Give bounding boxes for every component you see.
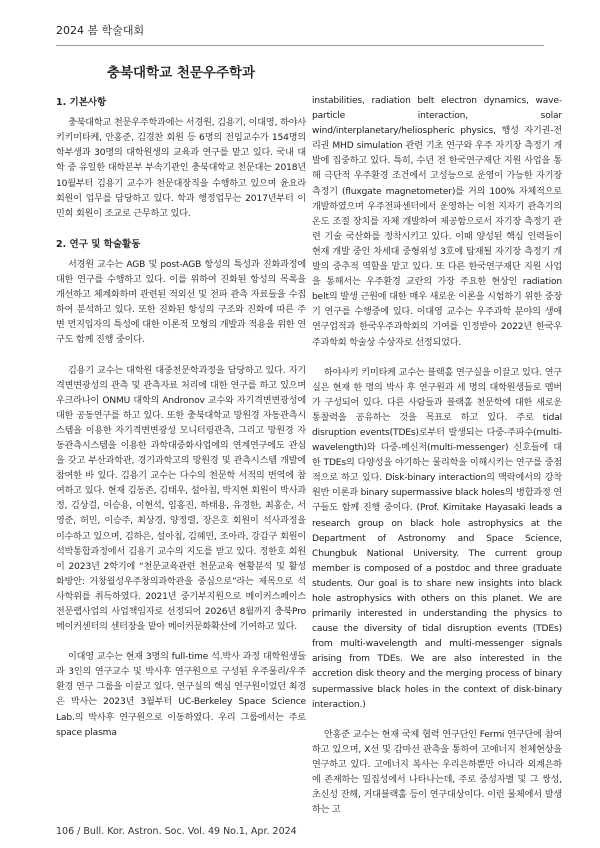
left-column — [56, 66, 306, 756]
header-rule — [56, 45, 544, 46]
col2-paragraph-hayasaki: 하야사키 키미타케 교수는 블랙홀 연구실을 이끌고 있다. 연구실은 현재 한 명의 박사 후 연구원과 세 명의 대학원생들로 멤버가 구성되어 있다. 다른 사람들과 블랙홀 천문학에 대한 새로운 통찰력을 공유하는 것을 목표로 하고 있다. 주로 tidal disruption events(TDEs)로부터 발생되는 다중-주파수(multi-wavelength)와 다중-메신저(multi-messenger) 신호들에 대한 TDEs의 다양성을 야기하는 물리학을 이해시키는 연구를 중점적으로 하고 있다. Disk-binary interaction의 맥락에서의 강착원반 이론과 binary supermassive black holes의 병합과정 연구들도 함께 진행 중이다. (Prof. Kimitake Hayasaki leads a research group on black hole astrophysics at the Department of Astronomy and Space Science, Chungbuk National University. The current group member is composed of a postdoc and three graduate students. Our goal is to share new insights into black hole astrophysics with others on this planet. We are primarily interested in understanding the physics to cause the diversity of tidal disruption events (TDEs) from multi-wavelength and multi-messenger signals arising from TDEs. We are also interested in the accretion disk theory and the merging process of binary supermassive black holes in the context of disk-binary interaction.) — [312, 367, 562, 710]
running-head: 2024 봄 학술대회 — [56, 24, 145, 37]
section2-paragraph-1: 서경원 교수는 AGB 및 post-AGB 항성의 특성과 진화과정에 대한 연구를 수행하고 있다. 이를 위하여 진화된 항성의 목록을 개선하고 체계화하며 관련된 적외선 및 전파 관측 자료들을 수집하여 분석하고 있다. 또한 진화된 항성의 구조와 진화에 따른 주변 먼지입자의 특성에 대한 이론적 모형의 개발과 적용을 위한 연구도 함께 진행 중이다. — [56, 259, 306, 346]
section-heading-basics: 1. 기본사항 — [56, 97, 107, 109]
article-title: 충북대학교 천문우주학과 — [106, 65, 256, 81]
section2-paragraph-3: 이대영 교수는 현재 3명의 full-time 석.박사 과정 대학원생들과 3인의 연구교수 및 박사후 연구원으로 구성된 우주물리/우주환경 연구 그룹을 이끌고 있다. 연구실의 핵심 연구원이었던 최경은 박사는 2023년 3월부터 UC-Berkeley Space Science Lab.의 박사후 연구원으로 이동하였다. 우리 그룹에서는 주로 space plasma — [56, 652, 306, 738]
section2-paragraph-2: 김용기 교수는 대학원 대중천문학과정을 담당하고 있다. 자기격변변광성의 관측 및 관측자료 처리에 대한 연구를 하고 있으며 우크라나이 ONMU 대학의 Andronov 교수와 자기격변변광성에 대한 공동연구를 하고 있다. 또한 충북대학교 망원경 자동관측시스템을 이용한 자기격변변광성 모니터링관측, 그리고 망원경 자동관측시스템을 이용한 과학대중화사업에의 연계연구에도 관심을 갖고 부산과학관, 경기과학고의 망원경 및 관측시스템 개발에 참여한 바 있다. 김용기 교수는 다수의 천문학 서적의 번역에 참여하고 있다. 현재 김동존, 김태우, 설아침, 박지현 회원이 박사과정, 김상걸, 이승용, 이현석, 임홍진, 하태용, 유경한, 최홍순, 서영준, 허민, 이승주, 최상경, 양정렬, 장은호 회원이 석사과정을 이수하고 있으며, 김하은, 설아침, 김혜민, 조아라, 강갑구 회원이 석박통합과정에서 김용기 교수의 지도를 받고 있다. 정한호 회원이 2023년 2학기에 “천문교육관련 천문교육 현황분석 및 활성화방안: 거창월성우주창의과학관을 중심으로”라는 제목으로 석사학위를 취득하였다. 2021년 중기부지원으로 메이커스페이스 전문랩사업의 사업책임자로 선정되어 2026년 8월까지 충북Pro메이커센터의 센터장을 맡아 메이커문화확산에 기여하고 있다. — [56, 365, 306, 633]
section-heading-research: 2. 연구 및 학술활동 — [56, 238, 141, 250]
col2-paragraph-an: 안홍준 교수는 현재 국제 협력 연구단인 Fermi 연구단에 참여하고 있으며, X선 및 감마선 관측을 통하여 고에너지 천체현상을 연구하고 있다. 고에너지 복사는 우리은하뿐만 아니라 외계은하에 존재하는 밀집성에서 나타나는데, 주로 중성자별 및 그 쌍성, 초신성 잔해, 거대블랙홀 등이 연구대상이다. 이런 물체에서 발생하는 고 — [312, 729, 562, 816]
col2-paragraph-continued: instabilities, radiation belt electron dynamics, wave-particle interaction, solar wind/interplanetary/heliospheric physics, 행성 자기권-전리권 MHD simulation 관련 기초 연구와 우주 자기장 측정기 개발에 집중하고 있다. 특히, 수년 전 한국연구재단 지원 사업을 통해 극단적 우주환경 조건에서 고성능으로 운영이 가능한 자기장 측정기 (fluxgate magnetometer)를 거의 100% 자체적으로 개발하였으며 우주전파센터에서 운영하는 이천 지자기 관측기의 온도 조절 장치를 자체 개발하여 제공함으로서 자기장 측정기 관련 기술 국산화를 정착시키고 있다. 이때 양성된 핵심 인력들이 현재 개발 중인 차세대 중형위성 3호에 탑재될 자기장 측정기 개발의 중추적 역할을 맡고 있다. 또 다른 한국연구재단 지원 사업을 통해서는 우주환경 교란의 가장 주요한 현상인 radiation belt의 발생 근원에 대한 매우 새로운 이론을 시험하기 위한 중장기 연구를 수행중에 있다. 이대영 교수는 우주과학 분야의 생애 연구업적과 한국우주과학회의 기여를 인정받아 2022년 한국우주과학회 학술상 수상자로 선정되었다. — [312, 96, 562, 348]
section1-paragraph: 충북대학교 천문우주학과에는 서경원, 김용기, 이대영, 하야사키키미타케, 안홍준, 김경찬 회원 등 6명의 전임교수가 154명의 학부생과 30명의 대학원생의 교육과 연구를 맡고 있다. 국내 대학 중 유일한 대학본부 부속기관인 충북대학교 천문대는 2018년 10월부터 김용기 교수가 천문대장직을 수행하고 있으며 윤요라 회원이 업무를 담당하고 있다. 학과 행정업무는 2017년부터 이민희 회원이 조교로 근무하고 있다. — [56, 118, 306, 219]
page-footer-citation: 106 / Bull. Kor. Astron. Soc. Vol. 49 No.1, Apr. 2024 — [56, 826, 297, 837]
right-column — [312, 94, 562, 833]
